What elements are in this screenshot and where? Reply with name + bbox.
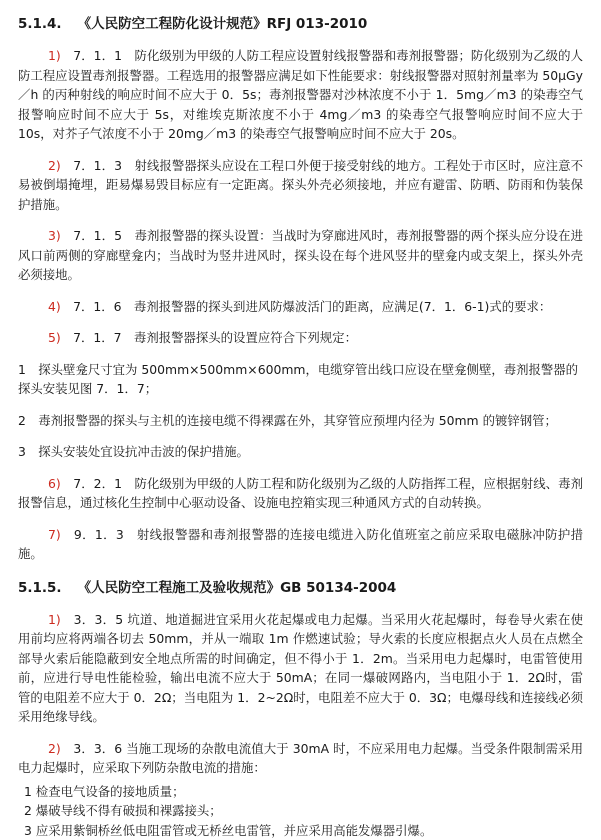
clause-marker: 1) (48, 612, 61, 627)
clause-paragraph (18, 610, 583, 727)
clause-marker: 6) (48, 476, 61, 491)
clause-paragraph (18, 297, 583, 317)
clause-paragraph (18, 156, 583, 215)
section-number: 5.1.5. (18, 580, 62, 596)
section-number: 5.1.4. (18, 16, 62, 32)
list-item (18, 360, 583, 399)
list-item (18, 801, 583, 821)
section-title: 《人民防空工程施工及验收规范》GB 50134-2004 (78, 580, 397, 596)
clause-paragraph (18, 739, 583, 778)
section-title: 《人民防空工程防化设计规范》RFJ 013-2010 (78, 16, 368, 32)
clause-text: 7．1．7 毒剂报警器探头的设置应符合下列规定： (73, 330, 357, 345)
clause-marker: 1) (48, 48, 61, 63)
list-item (18, 442, 583, 462)
list-item-number: 3 (24, 823, 32, 838)
section-heading (18, 576, 583, 596)
list-item-number: 2 (24, 803, 32, 818)
clause-paragraph (18, 328, 583, 348)
clause-text: 7．1．5 毒剂报警器的探头设置：当战时为穿廊进风时，毒剂报警器的两个探头应分设在进风口前两侧的穿廊壁龛内；当战时为竖井进风时，探头设在每个进风竖井的壁龛内或支架上，探头外壳必须接地。 (18, 228, 583, 282)
clause-text: 7．2．1 防化级别为甲级的人防工程和防化级别为乙级的人防指挥工程，应根据射线、毒剂报警信息，通过核化生控制中心驱动设备、设施电控箱实现三种通风方式的自动转换。 (18, 476, 583, 511)
clause-paragraph (18, 474, 583, 513)
list-item-text: 毒剂报警器的探头与主机的连接电缆不得裸露在外，其穿管应预埋内径为 50mm 的镀锌钢管； (38, 413, 557, 428)
list-item-text: 探头壁龛尺寸宜为 500mm×500mm×600mm，电缆穿管出线口应设在壁龛侧壁，毒剂报警器的探头安装见图 7．1．7； (18, 362, 578, 397)
clause-marker: 3) (48, 228, 61, 243)
clause-text: 7．1．6 毒剂报警器的探头到进风防爆波活门的距离，应满足(7．1．6-1)式的要求： (73, 299, 551, 314)
clause-marker: 4) (48, 299, 61, 314)
clause-text: 7．1．1 防化级别为甲级的人防工程应设置射线报警器和毒剂报警器；防化级别为乙级的人防工程应设置毒剂报警器。工程选用的报警器应满足如下性能要求：射线报警器对照射剂量率为 50μGy／h 的丙种射线的响应时间不应大于 0．5s；毒剂报警器对沙林浓度不小于 1．5mg／m3 的染毒空气报警响应时间不应大于 5s，对维埃克斯浓度不小于 4mg／m3 的染毒空气报警响应时间不应大于 10s，对芥子气浓度不小于 20mg／m3 的染毒空气报警响应时间不应大于 20s。 (18, 48, 583, 141)
list-item-number: 1 (18, 362, 26, 377)
clause-marker: 2) (48, 158, 61, 173)
list-item (18, 821, 583, 840)
list-item-text: 爆破导线不得有破损和裸露接头； (36, 803, 222, 818)
list-item-number: 3 (18, 444, 26, 459)
list-item-text: 应采用紫铜桥丝低电阻雷管或无桥丝电雷管，并应采用高能发爆器引爆。 (36, 823, 433, 838)
clause-paragraph (18, 525, 583, 564)
clause-paragraph (18, 226, 583, 285)
clause-text: 3．3．5 坑道、地道掘进宜采用火花起爆或电力起爆。当采用火花起爆时，每卷导火索在使用前均应将两端各切去 50mm，并从一端取 1m 作燃速试验；导火索的长度应根据点火人员在点燃全部导火索后能隐蔽到安全地点所需的时间确定，但不得小于 1．2m。当采用电力起爆时，电雷管使用前，应进行导电性能检验，输出电流不应大于 50mA；在同一爆破网路内，当电阻小于 1．2Ω时，雷管的电阻差不应大于 0．2Ω；当电阻为 1．2~2Ω时，电阻差不应大于 0．3Ω；电爆母线和连接线必须采用绝缘导线。 (18, 612, 583, 725)
list-item-text: 检查电气设备的接地质量； (36, 784, 185, 799)
clause-text: 9．1．3 射线报警器和毒剂报警器的连接电缆进入防化值班室之前应采取电磁脉冲防护措施。 (18, 527, 583, 562)
clause-marker: 2) (48, 741, 61, 756)
clause-text: 3．3．6 当施工现场的杂散电流值大于 30mA 时，不应采用电力起爆。当受条件限制需采用电力起爆时，应采取下列防杂散电流的措施： (18, 741, 583, 776)
list-item (18, 782, 583, 802)
list-item-text: 探头安装处宜设抗冲击波的保护措施。 (38, 444, 249, 459)
clause-marker: 7) (48, 527, 61, 542)
clause-paragraph (18, 46, 583, 144)
list-item-number: 1 (24, 784, 32, 799)
clause-text: 7．1．3 射线报警器探头应设在工程口外便于接受射线的地方。工程处于市区时，应注意不易被倒塌掩埋，距易爆易毁目标应有一定距离。探头外壳必须接地，并应有避雷、防晒、防雨和伪装保护措施。 (18, 158, 583, 212)
clause-marker: 5) (48, 330, 61, 345)
section-heading (18, 12, 583, 32)
list-item (18, 411, 583, 431)
list-item-number: 2 (18, 413, 26, 428)
